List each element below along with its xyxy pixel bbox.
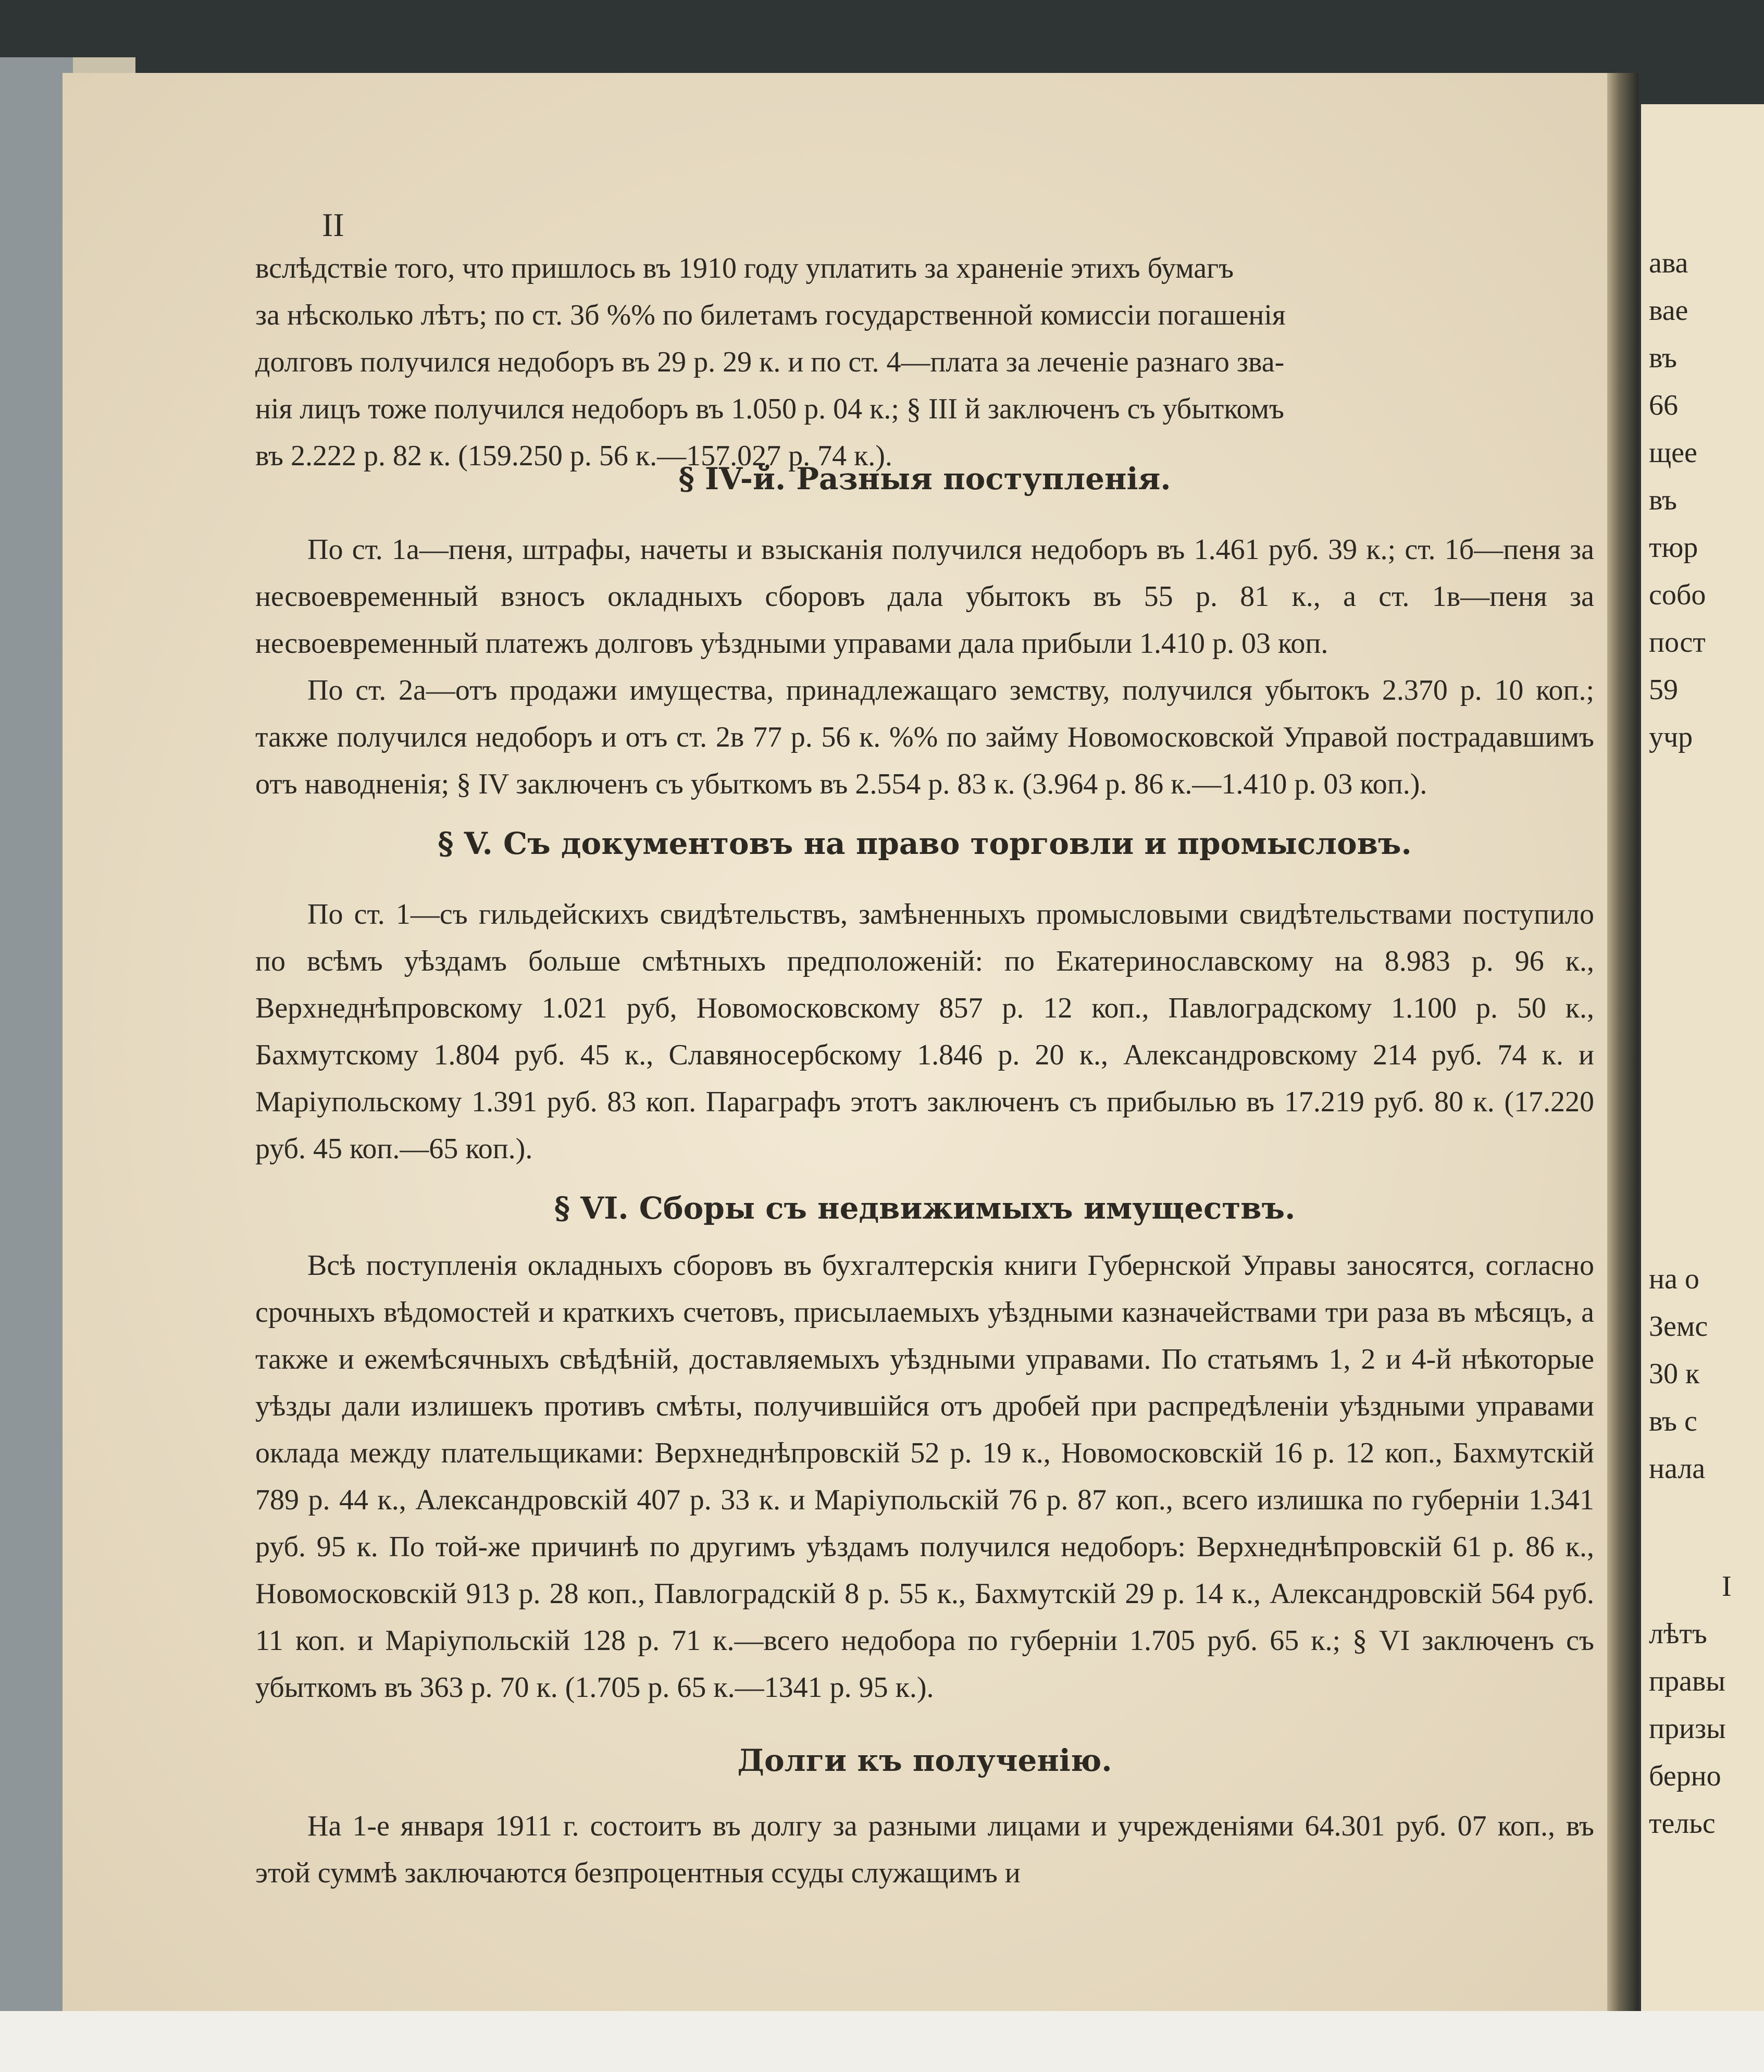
- text-line: нала: [1649, 1453, 1706, 1485]
- text-line: долговъ получился недоборъ въ 29 р. 29 к. и по ст. 4—плата за леченіе разнаго зва-: [255, 346, 1285, 378]
- section-heading-v: § V. Съ документовъ на право торговли и промысловъ.: [438, 826, 1412, 861]
- text-line: пост: [1649, 626, 1706, 659]
- page-number: II: [322, 206, 344, 243]
- text-line: лѣтъ: [1649, 1618, 1707, 1650]
- book-gutter: [1607, 73, 1638, 2011]
- text-line: тельс: [1649, 1807, 1716, 1840]
- paragraph: По ст. 1—съ гильдейскихъ свидѣтельствъ, замѣненныхъ промысловыми свидѣтельствами поступило по всѣмъ уѣздамъ больше смѣтныхъ предположеній: по Екатеринославскому на 8.983 р. 96 к., Верхнеднѣпровскому 1.021 руб, Новомосковскому 857 р. 12 коп., Павлоградскому 1.100 р. 50 к., Бахмутскому 1.804 руб. 45 к., Славяносербскому 1.846 р. 20 к., Александровскому 214 руб. 74 к. и Маріупольскому 1.391 руб. 83 коп. Параграфъ этотъ заключенъ съ прибылью въ 17.219 руб. 80 к. (17.220 руб. 45 коп.—65 коп.).: [255, 898, 1594, 1165]
- paragraph: Всѣ поступленія окладныхъ сборовъ въ бухгалтерскія книги Губернской Управы заносятся, согласно срочныхъ вѣдомостей и краткихъ счетовъ, присылаемыхъ уѣздными казначействами три раза въ мѣсяцъ, а также и ежемѣсячныхъ свѣдѣній, доставляемыхъ уѣздными управами. По статьямъ 1, 2 и 4-й нѣкоторые уѣзды дали излишекъ противъ смѣты, получившійся отъ дробей при распредѣленіи уѣздными управами оклада между плательщиками: Верхнеднѣпровскій 52 р. 19 к., Новомосковскій 16 р. 12 коп., Бахмутскій 789 р. 44 к., Александровскій 407 р. 33 к. и Маріупольскій 76 р. 87 коп., всего излишка по губерніи 1.341 руб. 95 к. По той-же причинѣ по другимъ уѣздамъ получился недоборъ: Верхнеднѣпровскій 61 р. 86 к., Новомосковскій 913 р. 28 коп., Павлоградскій 8 р. 55 к., Бахмутскій 29 р. 14 к., Александровскій 564 руб. 11 коп. и Маріупольскій 128 р. 71 к.—всего недобора по губерніи 1.705 руб. 65 к.; § VI заключенъ съ убыткомъ въ 363 р. 70 к. (1.705 р. 65 к.—1341 р. 95 к.).: [255, 1249, 1594, 1704]
- paragraph: По ст. 1а—пеня, штрафы, начеты и взысканія получился недоборъ въ 1.461 руб. 39 к.; ст. 1б—пеня за несвоевременный взносъ окладныхъ сборовъ дала убытокъ въ 55 р. 81 к., а ст. 1в—пеня за несвоевременный платежъ долговъ уѣздными управами дала прибыли 1.410 р. 03 коп.: [255, 533, 1594, 660]
- text-line: въ с: [1649, 1405, 1697, 1437]
- text-line: 59: [1649, 674, 1678, 706]
- text-line: тюр: [1649, 531, 1698, 564]
- section-iii-tail: [255, 245, 1594, 472]
- right-page-fragment-bottom: [1649, 1563, 1764, 1847]
- text-line: призы: [1649, 1713, 1726, 1745]
- text-line: I: [1722, 1570, 1732, 1603]
- text-line: въ: [1649, 484, 1678, 516]
- section-heading-iv: § IV-й. Разныя поступленія.: [678, 461, 1171, 497]
- text-line: 66: [1649, 389, 1678, 421]
- text-line: на о: [1649, 1263, 1699, 1295]
- text-line: ава: [1649, 247, 1688, 279]
- text-line: учр: [1649, 721, 1693, 753]
- text-line: въ: [1649, 342, 1678, 374]
- section-heading-debts: Долги къ полученію.: [737, 1743, 1112, 1778]
- text-line: Земс: [1649, 1310, 1708, 1343]
- scan-margin: [0, 2011, 1764, 2072]
- right-page-fragment-middle: [1649, 1256, 1764, 1493]
- left-page-text: [255, 245, 1594, 1896]
- text-line: вслѣдствіе того, что пришлось въ 1910 году уплатить за храненіе этихъ бумагъ: [255, 252, 1234, 284]
- text-line: правы: [1649, 1665, 1725, 1697]
- text-line: вае: [1649, 294, 1688, 327]
- paragraph: По ст. 2а—отъ продажи имущества, принадлежащаго земству, получился убытокъ 2.370 р. 10 коп.; также получился недоборъ и отъ ст. 2в 77 р. 56 к. %% по займу Новомосковской Управой пострадавшимъ отъ наводненія; § IV заключенъ съ убыткомъ въ 2.554 р. 83 к. (3.964 р. 86 к.—1.410 р. 03 коп.).: [255, 674, 1594, 800]
- text-line: нія лицъ тоже получился недоборъ въ 1.050 р. 04 к.; § III й заключенъ съ убыткомъ: [255, 393, 1284, 425]
- section-heading-vi: § VI. Сборы съ недвижимыхъ имуществъ.: [554, 1190, 1296, 1226]
- text-line: собо: [1649, 579, 1706, 611]
- paragraph: На 1-е января 1911 г. состоитъ въ долгу за разными лицами и учрежденіями 64.301 руб. 07 коп., въ этой суммѣ заключаются безпроцентныя ссуды служащимъ и: [255, 1810, 1594, 1889]
- right-page-fragment-top: [1649, 240, 1764, 761]
- text-line: за нѣсколько лѣтъ; по ст. 3б %% по билетамъ государственной комиссіи погашенія: [255, 299, 1286, 331]
- text-line: въ 2.222 р. 82 к. (159.250 р. 56 к.—157.027 р. 74 к.).: [255, 440, 892, 472]
- text-line: щее: [1649, 437, 1697, 469]
- text-line: берно: [1649, 1760, 1721, 1792]
- text-line: 30 к: [1649, 1358, 1700, 1390]
